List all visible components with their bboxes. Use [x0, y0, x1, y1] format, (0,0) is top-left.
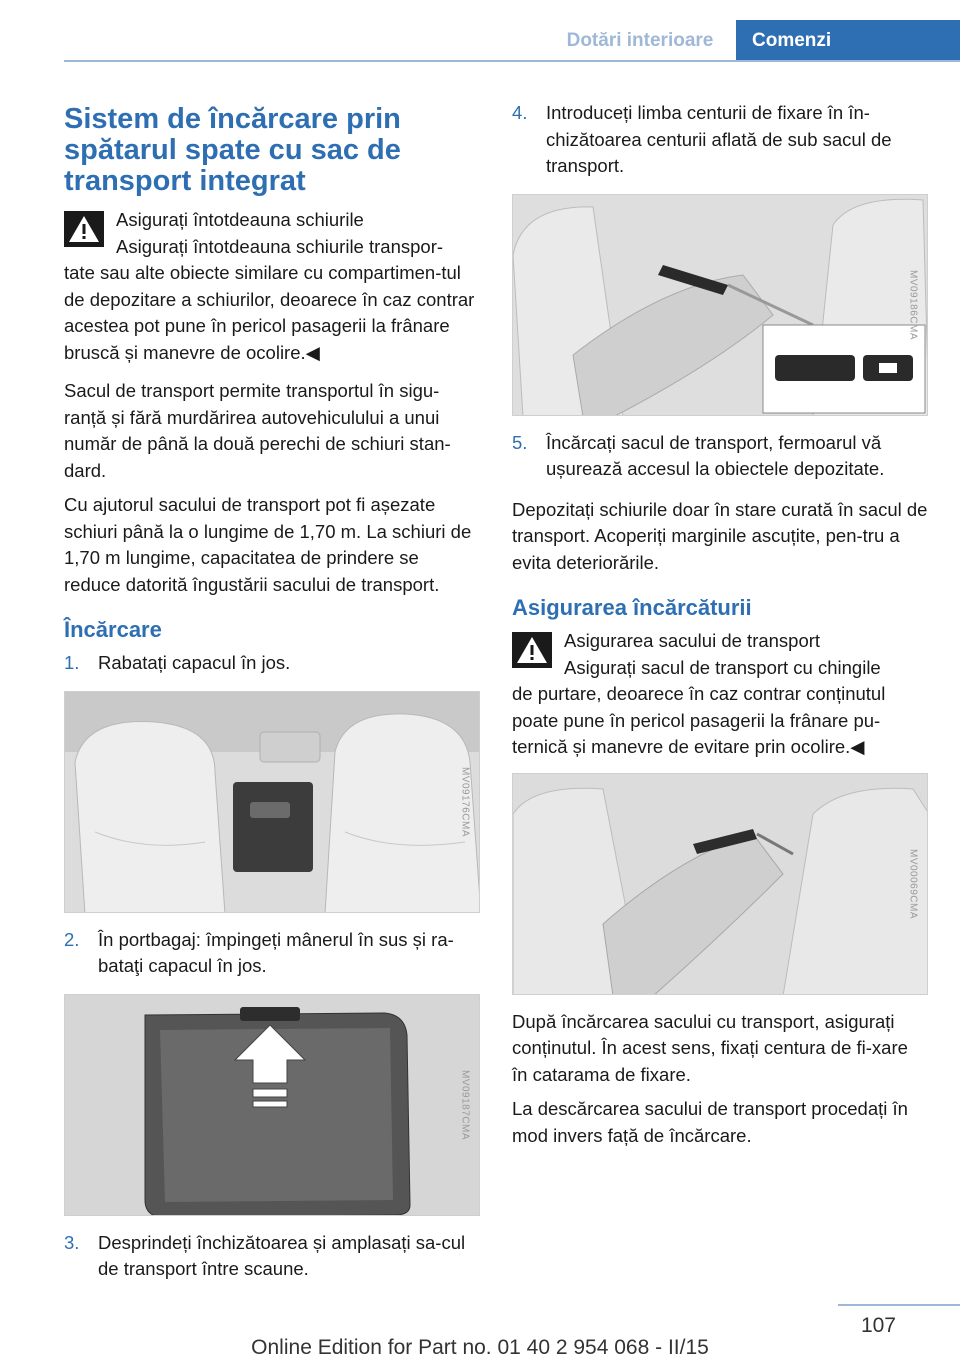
warning-block [64, 207, 480, 260]
step-number: 1. [64, 652, 80, 673]
step-item [512, 100, 928, 180]
warning-triangle-icon [512, 632, 552, 668]
paragraph: Sacul de transport permite transportul în sigu‐ranță și fără murdărirea autovehiculului a unui număr de până la două perechi de schiuri stan‐dard. [64, 380, 451, 481]
seats-illustration [65, 692, 480, 913]
page-title: Sistem de încărcare prin spătarul spate cu sac de transport integrat [64, 103, 401, 197]
warning-body-first: Asigurați sacul de transport cu chingile [564, 656, 881, 678]
warning-body: de purtare, deoarece în caz contrar conținutul poate pune în pericol pasagerii la frânare pu‐ternică și manevre de evitare prin ocolire.◀ [512, 683, 886, 757]
step-item [64, 927, 480, 980]
paragraph: Depozitați schiurile doar în stare curată în sacul de transport. Acoperiți marginile ascuțite, pen‐tru a evita deteriorările. [512, 498, 928, 573]
footer-edition: Online Edition for Part no. 01 40 2 954 068 - II/15 [251, 1336, 709, 1359]
paragraph: După încărcarea sacului cu transport, asigurați conținutul. În acest sens, fixați centura de fi‐xare în catarama de fixare. [512, 1010, 908, 1085]
step-number: 3. [64, 1231, 80, 1253]
warning-block [512, 628, 928, 681]
figure-code: MV00069CMA [907, 848, 919, 919]
warning-body-first: Asigurați întotdeauna schiurile transpor‐ [116, 235, 444, 257]
trunk-illustration [65, 995, 480, 1216]
paragraph: Cu ajutorul sacului de transport pot fi așezate schiuri până la o lungime de 1,70 m. La schiuri de 1,70 m lungime, capacitatea de prindere se reduce datorită îngustării sacului de transport. [64, 494, 472, 595]
step-item [64, 1230, 480, 1283]
step-item [64, 650, 480, 677]
figure-belt-tongue [512, 194, 928, 416]
step-text: Desprindeți închizătoarea și amplasați sa‐cul de transport între scaune. [98, 1231, 466, 1279]
right-column [512, 100, 928, 1157]
figure-secured-bag [512, 773, 928, 995]
warning-body: tate sau alte obiecte similare cu compartimen‐tul de depozitare a schiurilor, deoarece în caz contrar acestea pot pune în pericol pasagerii la frânare bruscă și manevre de ocolire.◀ [64, 262, 475, 363]
belt-illustration [513, 195, 928, 416]
header-chapter-tab: Comenzi [736, 20, 960, 61]
footer-rule [838, 1304, 960, 1306]
paragraph: La descărcarea sacului de transport procedați în mod invers față de încărcare. [512, 1098, 908, 1146]
header-section-tab: Dotări interioare [566, 29, 714, 51]
secured-bag-illustration [513, 774, 928, 995]
figure-code: MV09186CMA [907, 269, 919, 340]
warning-heading: Asigurați întotdeauna schiurile [116, 209, 364, 230]
section-heading-loading: Încărcare [64, 617, 162, 642]
step-number: 4. [512, 102, 528, 123]
step-text: Introduceți limba centurii de fixare în în‐chizătoarea centurii aflată de sub sacul de transport. [546, 102, 892, 176]
left-column [64, 100, 480, 1297]
step-text: În portbagaj: împingeți mânerul în sus și ra‐bataţi capacul în jos. [98, 928, 454, 976]
section-heading-securing: Asigurarea încărcăturii [512, 595, 752, 620]
figure-trunk-cover [64, 994, 480, 1216]
warning-heading: Asigurarea sacului de transport [564, 630, 821, 651]
step-number: 5. [512, 431, 528, 453]
figure-seats-cover [64, 691, 480, 913]
step-text: Încărcați sacul de transport, fermoarul vă ușurează accesul la obiectele depozitate. [546, 431, 885, 479]
figure-code: MV09176CMA [459, 766, 471, 837]
step-item [512, 430, 928, 483]
warning-triangle-icon [64, 211, 104, 247]
step-number: 2. [64, 928, 80, 950]
step-text: Rabatați capacul în jos. [98, 652, 291, 673]
figure-code: MV09187CMA [459, 1069, 471, 1140]
page-number: 107 [860, 1314, 896, 1337]
header-rule [64, 60, 960, 62]
